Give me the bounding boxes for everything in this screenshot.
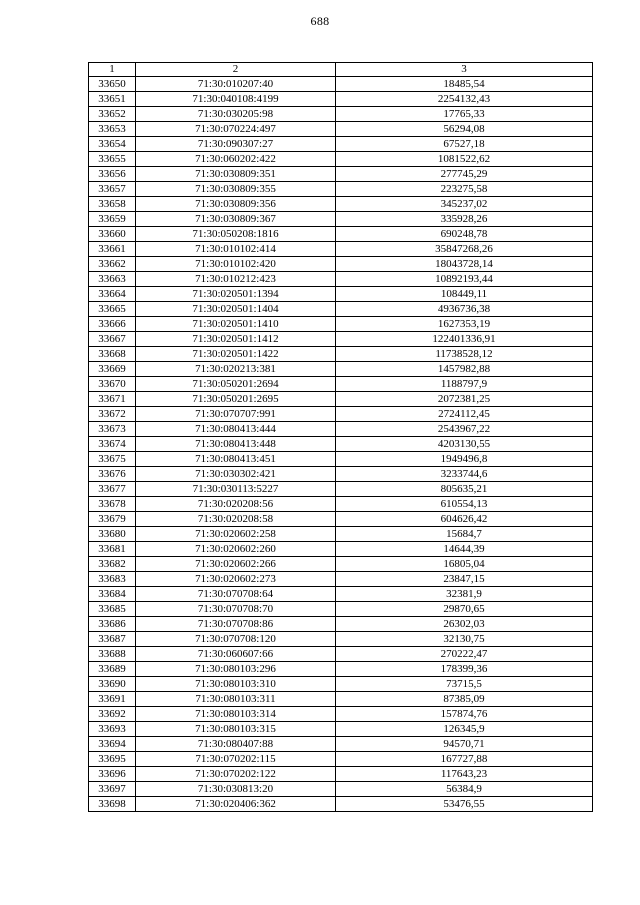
cadastral-number-cell: 71:30:080407:88 — [136, 737, 336, 752]
cadastral-number-cell: 71:30:020208:58 — [136, 512, 336, 527]
row-number-cell: 33692 — [89, 707, 136, 722]
cadastral-number-cell: 71:30:020213:381 — [136, 362, 336, 377]
value-cell: 15684,7 — [336, 527, 593, 542]
table-row — [89, 617, 593, 632]
cadastral-number-cell: 71:30:020208:56 — [136, 497, 336, 512]
table-row — [89, 797, 593, 812]
cadastral-number-cell: 71:30:050201:2694 — [136, 377, 336, 392]
cadastral-number-cell: 71:30:080103:296 — [136, 662, 336, 677]
cadastral-number-cell: 71:30:010212:423 — [136, 272, 336, 287]
cadastral-number-cell: 71:30:070708:120 — [136, 632, 336, 647]
table-row — [89, 92, 593, 107]
cadastral-number-cell: 71:30:070708:70 — [136, 602, 336, 617]
cadastral-number-cell: 71:30:090307:27 — [136, 137, 336, 152]
table-row — [89, 332, 593, 347]
table-row — [89, 602, 593, 617]
cadastral-number-cell: 71:30:030813:20 — [136, 782, 336, 797]
row-number-cell: 33672 — [89, 407, 136, 422]
value-cell: 345237,02 — [336, 197, 593, 212]
row-number-cell: 33676 — [89, 467, 136, 482]
row-number-cell: 33667 — [89, 332, 136, 347]
cadastral-number-cell: 71:30:030205:98 — [136, 107, 336, 122]
row-number-cell: 33685 — [89, 602, 136, 617]
row-number-cell: 33679 — [89, 512, 136, 527]
cadastral-number-cell: 71:30:030809:367 — [136, 212, 336, 227]
cadastral-number-cell: 71:30:010207:40 — [136, 77, 336, 92]
table-row — [89, 467, 593, 482]
row-number-cell: 33695 — [89, 752, 136, 767]
row-number-cell: 33681 — [89, 542, 136, 557]
table-row — [89, 107, 593, 122]
cadastral-number-cell: 71:30:080413:444 — [136, 422, 336, 437]
row-number-cell: 33668 — [89, 347, 136, 362]
cadastral-number-cell: 71:30:080103:315 — [136, 722, 336, 737]
value-cell: 29870,65 — [336, 602, 593, 617]
row-number-cell: 33661 — [89, 242, 136, 257]
row-number-cell: 33689 — [89, 662, 136, 677]
header-row — [89, 63, 593, 77]
table-row — [89, 122, 593, 137]
table-row — [89, 137, 593, 152]
value-cell: 73715,5 — [336, 677, 593, 692]
cadastral-number-cell: 71:30:070202:122 — [136, 767, 336, 782]
value-cell: 35847268,26 — [336, 242, 593, 257]
value-cell: 23847,15 — [336, 572, 593, 587]
value-cell: 53476,55 — [336, 797, 593, 812]
cadastral-number-cell: 71:30:020501:1422 — [136, 347, 336, 362]
table-row — [89, 692, 593, 707]
value-cell: 277745,29 — [336, 167, 593, 182]
cadastral-number-cell: 71:30:030809:351 — [136, 167, 336, 182]
cadastral-number-cell: 71:30:070707:991 — [136, 407, 336, 422]
row-number-cell: 33693 — [89, 722, 136, 737]
value-cell: 17765,33 — [336, 107, 593, 122]
row-number-cell: 33660 — [89, 227, 136, 242]
row-number-cell: 33663 — [89, 272, 136, 287]
value-cell: 1627353,19 — [336, 317, 593, 332]
value-cell: 56384,9 — [336, 782, 593, 797]
row-number-cell: 33680 — [89, 527, 136, 542]
row-number-cell: 33673 — [89, 422, 136, 437]
table-row — [89, 152, 593, 167]
cadastral-number-cell: 71:30:030113:5227 — [136, 482, 336, 497]
row-number-cell: 33654 — [89, 137, 136, 152]
cadastral-number-cell: 71:30:010102:414 — [136, 242, 336, 257]
row-number-cell: 33658 — [89, 197, 136, 212]
cadastral-number-cell: 71:30:020602:273 — [136, 572, 336, 587]
cadastral-number-cell: 71:30:070224:497 — [136, 122, 336, 137]
table-row — [89, 737, 593, 752]
table-row — [89, 722, 593, 737]
value-cell: 1081522,62 — [336, 152, 593, 167]
value-cell: 56294,08 — [336, 122, 593, 137]
cadastral-number-cell: 71:30:020602:260 — [136, 542, 336, 557]
value-cell: 11738528,12 — [336, 347, 593, 362]
row-number-cell: 33669 — [89, 362, 136, 377]
value-cell: 32381,9 — [336, 587, 593, 602]
cadastral-number-cell: 71:30:010102:420 — [136, 257, 336, 272]
value-cell: 4203130,55 — [336, 437, 593, 452]
row-number-cell: 33690 — [89, 677, 136, 692]
column-header-2: 2 — [136, 63, 336, 77]
table-row — [89, 452, 593, 467]
column-header-1: 1 — [89, 63, 136, 77]
cadastral-number-cell: 71:30:080103:310 — [136, 677, 336, 692]
table-row — [89, 392, 593, 407]
row-number-cell: 33671 — [89, 392, 136, 407]
table-row — [89, 377, 593, 392]
cadastral-number-cell: 71:30:020406:362 — [136, 797, 336, 812]
cadastral-number-cell: 71:30:070708:86 — [136, 617, 336, 632]
cadastral-number-cell: 71:30:020602:266 — [136, 557, 336, 572]
table-row — [89, 782, 593, 797]
value-cell: 14644,39 — [336, 542, 593, 557]
row-number-cell: 33655 — [89, 152, 136, 167]
value-cell: 2254132,43 — [336, 92, 593, 107]
value-cell: 178399,36 — [336, 662, 593, 677]
table-row — [89, 167, 593, 182]
value-cell: 18485,54 — [336, 77, 593, 92]
row-number-cell: 33687 — [89, 632, 136, 647]
table-row — [89, 407, 593, 422]
row-number-cell: 33653 — [89, 122, 136, 137]
table-row — [89, 707, 593, 722]
value-cell: 122401336,91 — [336, 332, 593, 347]
value-cell: 157874,76 — [336, 707, 593, 722]
value-cell: 87385,09 — [336, 692, 593, 707]
table-row — [89, 347, 593, 362]
table-row — [89, 677, 593, 692]
cadastral-number-cell: 71:30:020501:1404 — [136, 302, 336, 317]
table-row — [89, 242, 593, 257]
table-row — [89, 752, 593, 767]
row-number-cell: 33670 — [89, 377, 136, 392]
cadastral-number-cell: 71:30:020501:1394 — [136, 287, 336, 302]
value-cell: 18043728,14 — [336, 257, 593, 272]
value-cell: 805635,21 — [336, 482, 593, 497]
value-cell: 690248,78 — [336, 227, 593, 242]
cadastral-number-cell: 71:30:070708:64 — [136, 587, 336, 602]
value-cell: 26302,03 — [336, 617, 593, 632]
row-number-cell: 33678 — [89, 497, 136, 512]
row-number-cell: 33691 — [89, 692, 136, 707]
value-cell: 270222,47 — [336, 647, 593, 662]
row-number-cell: 33674 — [89, 437, 136, 452]
table-row — [89, 557, 593, 572]
table-row — [89, 182, 593, 197]
cadastral-number-cell: 71:30:080103:311 — [136, 692, 336, 707]
row-number-cell: 33656 — [89, 167, 136, 182]
table-body — [89, 77, 593, 812]
value-cell: 10892193,44 — [336, 272, 593, 287]
value-cell: 126345,9 — [336, 722, 593, 737]
table-row — [89, 542, 593, 557]
table-header — [89, 63, 593, 77]
table-row — [89, 512, 593, 527]
cadastral-number-cell: 71:30:060607:66 — [136, 647, 336, 662]
table-row — [89, 632, 593, 647]
table-row — [89, 272, 593, 287]
row-number-cell: 33694 — [89, 737, 136, 752]
value-cell: 2072381,25 — [336, 392, 593, 407]
table-row — [89, 422, 593, 437]
value-cell: 117643,23 — [336, 767, 593, 782]
row-number-cell: 33666 — [89, 317, 136, 332]
row-number-cell: 33698 — [89, 797, 136, 812]
row-number-cell: 33662 — [89, 257, 136, 272]
value-cell: 16805,04 — [336, 557, 593, 572]
value-cell: 94570,71 — [336, 737, 593, 752]
value-cell: 1188797,9 — [336, 377, 593, 392]
table-row — [89, 482, 593, 497]
cadastral-number-cell: 71:30:080413:448 — [136, 437, 336, 452]
value-cell: 4936736,38 — [336, 302, 593, 317]
table-row — [89, 527, 593, 542]
row-number-cell: 33696 — [89, 767, 136, 782]
table-row — [89, 767, 593, 782]
value-cell: 604626,42 — [336, 512, 593, 527]
row-number-cell: 33650 — [89, 77, 136, 92]
page-number: 688 — [310, 14, 330, 28]
cadastral-number-cell: 71:30:020501:1410 — [136, 317, 336, 332]
row-number-cell: 33682 — [89, 557, 136, 572]
row-number-cell: 33677 — [89, 482, 136, 497]
cadastral-number-cell: 71:30:050201:2695 — [136, 392, 336, 407]
cadastral-number-cell: 71:30:080413:451 — [136, 452, 336, 467]
table-row — [89, 317, 593, 332]
cadastral-number-cell: 71:30:070202:115 — [136, 752, 336, 767]
row-number-cell: 33697 — [89, 782, 136, 797]
value-cell: 32130,75 — [336, 632, 593, 647]
table-row — [89, 572, 593, 587]
row-number-cell: 33651 — [89, 92, 136, 107]
row-number-cell: 33683 — [89, 572, 136, 587]
cadastral-number-cell: 71:30:030302:421 — [136, 467, 336, 482]
row-number-cell: 33659 — [89, 212, 136, 227]
value-cell: 108449,11 — [336, 287, 593, 302]
value-cell: 3233744,6 — [336, 467, 593, 482]
value-cell: 610554,13 — [336, 497, 593, 512]
value-cell: 167727,88 — [336, 752, 593, 767]
table-row — [89, 212, 593, 227]
row-number-cell: 33652 — [89, 107, 136, 122]
table-row — [89, 662, 593, 677]
cadastral-number-cell: 71:30:080103:314 — [136, 707, 336, 722]
column-header-3: 3 — [336, 63, 593, 77]
table-row — [89, 587, 593, 602]
table-row — [89, 257, 593, 272]
cadastral-number-cell: 71:30:030809:355 — [136, 182, 336, 197]
row-number-cell: 33684 — [89, 587, 136, 602]
value-cell: 1949496,8 — [336, 452, 593, 467]
row-number-cell: 33688 — [89, 647, 136, 662]
table-row — [89, 197, 593, 212]
row-number-cell: 33664 — [89, 287, 136, 302]
value-cell: 335928,26 — [336, 212, 593, 227]
table-row — [89, 302, 593, 317]
table-row — [89, 497, 593, 512]
table-row — [89, 362, 593, 377]
value-cell: 2724112,45 — [336, 407, 593, 422]
table-row — [89, 437, 593, 452]
table-row — [89, 227, 593, 242]
row-number-cell: 33657 — [89, 182, 136, 197]
cadastral-number-cell: 71:30:020501:1412 — [136, 332, 336, 347]
cadastral-number-cell: 71:30:060202:422 — [136, 152, 336, 167]
cadastral-number-cell: 71:30:020602:258 — [136, 527, 336, 542]
value-cell: 67527,18 — [336, 137, 593, 152]
cadastral-number-cell: 71:30:050208:1816 — [136, 227, 336, 242]
cadastral-number-cell: 71:30:040108:4199 — [136, 92, 336, 107]
value-cell: 1457982,88 — [336, 362, 593, 377]
row-number-cell: 33675 — [89, 452, 136, 467]
table-row — [89, 77, 593, 92]
row-number-cell: 33665 — [89, 302, 136, 317]
registry-table — [88, 62, 593, 812]
value-cell: 2543967,22 — [336, 422, 593, 437]
value-cell: 223275,58 — [336, 182, 593, 197]
table-row — [89, 287, 593, 302]
cadastral-number-cell: 71:30:030809:356 — [136, 197, 336, 212]
row-number-cell: 33686 — [89, 617, 136, 632]
table-row — [89, 647, 593, 662]
